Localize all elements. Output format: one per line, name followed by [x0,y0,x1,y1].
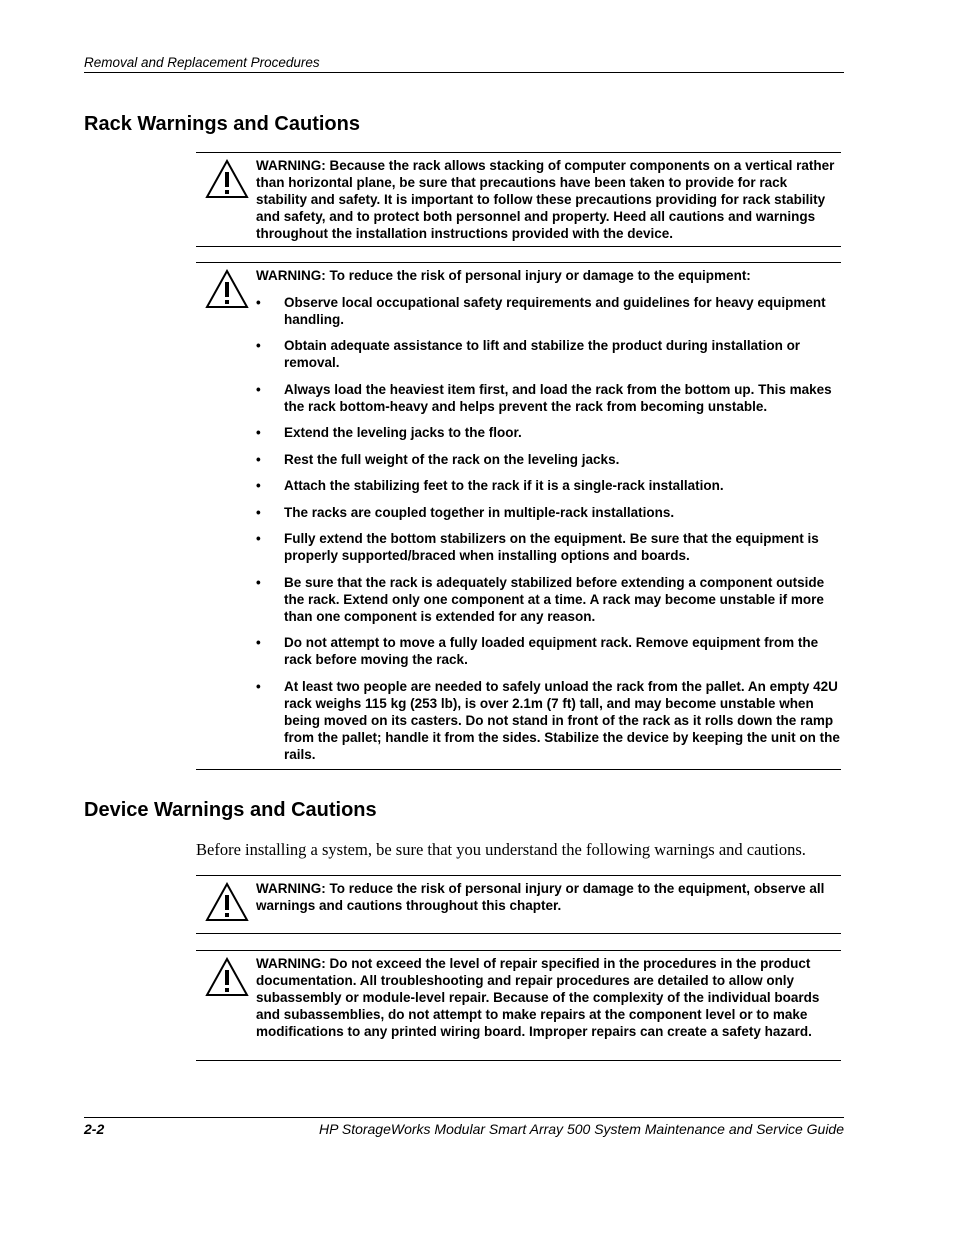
warning-rack-stacking [196,152,841,247]
warning-text: WARNING: Do not exceed the level of repair specified in the procedures in the product documentation. All troubleshooting and repair procedures are detailed to allow only subassembly or module-level repair. Because of the complexity of the individual boards and subassemblies, do not attempt to make repairs at the component level or to make modifications to any printed wiring board. Improper repairs can create a safety hazard. [256,956,820,1039]
warning-device-repair [196,950,841,1061]
list-item: • Fully extend the bottom stabilizers on the equipment. Be sure that the equipment is properly supported/braced when installing options and boards. [256,530,841,564]
device-section-heading: Device Warnings and Cautions [84,799,377,821]
header-section-title: Removal and Replacement Procedures [84,55,320,70]
list-item: • Obtain adequate assistance to lift and stabilize the product during installation or removal. [256,337,841,371]
warning-lead-text: WARNING: To reduce the risk of personal injury or damage to the equipment: [256,268,751,283]
list-item: • Do not attempt to move a fully loaded equipment rack. Remove equipment from the rack before moving the rack. [256,634,841,668]
warning-text: WARNING: To reduce the risk of personal injury or damage to the equipment, observe all warnings and cautions throughout this chapter. [256,881,825,913]
list-item: • Rest the full weight of the rack on the leveling jacks. [256,451,841,468]
device-intro-paragraph: Before installing a system, be sure that you understand the following warnings and cautions. [196,840,806,859]
list-item: • Observe local occupational safety requirements and guidelines for heavy equipment handling. [256,294,841,328]
page-number: 2-2 [84,1121,105,1137]
warning-triangle-icon [205,882,249,922]
list-item: • Extend the leveling jacks to the floor. [256,424,841,441]
list-item: • The racks are coupled together in multiple-rack installations. [256,504,841,521]
list-item: • At least two people are needed to safely unload the rack from the pallet. An empty 42U rack weighs 115 kg (253 lb), is over 2.1m (7 ft) tall, and may become unstable when being moved on its casters. Do not stand in front of the rack as it rolls down the ramp from the pallet; handle it from the sides. Stabilize the device by keeping the unit on the rails. [256,678,841,763]
warning-device-observe [196,875,841,934]
warning-rack-injury [196,262,841,770]
warning-triangle-icon [205,269,249,309]
running-footer [84,1117,844,1137]
warning-triangle-icon [205,957,249,997]
running-header [84,55,844,73]
warning-triangle-icon [205,159,249,199]
list-item: • Be sure that the rack is adequately stabilized before extending a component outside the rack. Extend only one component at a time. A rack may become unstable if more than one component is extended for any reason. [256,574,841,625]
list-item: • Attach the stabilizing feet to the rack if it is a single-rack installation. [256,477,841,494]
rack-section-heading: Rack Warnings and Cautions [84,113,360,135]
guide-title: HP StorageWorks Modular Smart Array 500 System Maintenance and Service Guide [319,1121,844,1137]
list-item: • Always load the heaviest item first, and load the rack from the bottom up. This makes the rack bottom-heavy and helps prevent the rack from becoming unstable. [256,381,841,415]
warning-bullet-list [256,294,841,763]
warning-text: WARNING: Because the rack allows stacking of computer components on a vertical rather than horizontal plane, be sure that precautions have been taken to provide for rack stability and safety. It is important to follow these precautions providing for rack stability and safety, and to protect both personnel and property. Heed all cautions and warnings throughout the installation instructions provided with the device. [256,158,835,241]
